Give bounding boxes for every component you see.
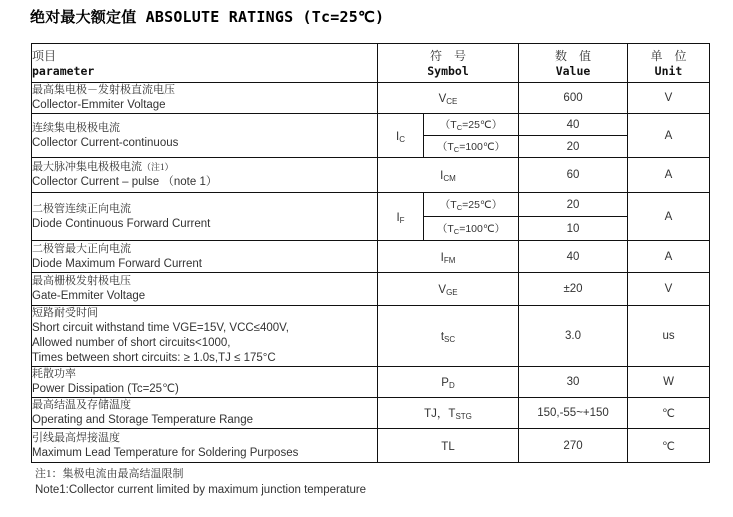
unit-cell: A: [628, 241, 710, 273]
param-cell: [32, 83, 378, 114]
param-zh: 最大脉冲集电极极电流（注1）: [32, 161, 174, 173]
param-en: Operating and Storage Temperature Range: [32, 414, 253, 426]
param-cell: [32, 398, 378, 429]
value-cell: 40: [519, 241, 628, 273]
param-en: Gate-Emmiter Voltage: [32, 290, 146, 302]
param-zh: 二极管最大正向电流: [32, 242, 131, 255]
value-cell: 270: [519, 429, 628, 463]
table-row: [32, 193, 710, 217]
value-cell: 20: [519, 193, 628, 217]
value-cell: 40: [519, 114, 628, 136]
header-value-zh: 数 值: [555, 48, 592, 63]
param-cell: [32, 158, 378, 193]
symbol-cell: TJ，$T_{STG}$: [378, 398, 519, 429]
param-en-line2: Allowed number of short circuits<1000,: [32, 337, 231, 349]
param-zh: 二极管连续正向电流: [32, 202, 131, 215]
header-unit-zh: 单 位: [650, 48, 687, 63]
header-unit-en: Unit: [654, 63, 683, 78]
table-header-row: [32, 44, 710, 83]
unit-cell: ℃: [628, 398, 710, 429]
param-en: Power Dissipation (Tc=25℃): [32, 383, 179, 395]
value-cell: 10: [519, 217, 628, 241]
param-en: Maximum Lead Temperature for Soldering Purposes: [32, 446, 299, 459]
symbol-cell: $I_C$: [378, 114, 424, 158]
header-value-en: Value: [555, 63, 591, 78]
value-cell: 60: [519, 158, 628, 193]
param-zh: 最高集电极－发射极直流电压: [32, 84, 175, 96]
table-row: [32, 83, 710, 114]
param-cell: [32, 429, 378, 463]
param-en-line3: Times between short circuits: ≥ 1.0s,TJ ≤ 175°C: [32, 352, 276, 364]
footnotes: [35, 466, 366, 498]
unit-cell: A: [628, 193, 710, 241]
unit-cell: V: [628, 83, 710, 114]
header-parameter-zh: 项目: [32, 48, 57, 63]
header-parameter-en: parameter: [32, 63, 95, 78]
table-row: [32, 114, 710, 136]
symbol-cell: $I_F$: [378, 193, 424, 241]
absolute-ratings-table: [31, 43, 710, 463]
header-parameter: [32, 44, 378, 83]
param-zh: 短路耐受时间: [32, 307, 98, 319]
param-zh: 最高结温及存储温度: [32, 399, 131, 411]
value-cell: 3.0: [519, 306, 628, 367]
symbol-cell: $t_{SC}$: [378, 306, 519, 367]
symbol-cell: $V_{GE}$: [378, 273, 519, 306]
table-row: [32, 273, 710, 306]
unit-cell: A: [628, 158, 710, 193]
param-en: Collector Current – pulse （note 1）: [32, 176, 218, 188]
unit-cell: W: [628, 367, 710, 398]
condition-cell: $(T_C=100℃)$: [424, 136, 519, 158]
symbol-cell: $V_{CE}$: [378, 83, 519, 114]
condition-cell: $(T_C=25℃)$: [424, 114, 519, 136]
value-cell: 20: [519, 136, 628, 158]
symbol-cell: $P_D$: [378, 367, 519, 398]
unit-cell: us: [628, 306, 710, 367]
param-cell: [32, 273, 378, 306]
param-zh: 引线最高焊接温度: [32, 431, 120, 444]
value-cell: 30: [519, 367, 628, 398]
header-unit: [628, 44, 710, 83]
unit-cell: A: [628, 114, 710, 158]
table-row: [32, 398, 710, 429]
symbol-cell: TL: [378, 429, 519, 463]
value-cell: 150,-55~+150: [519, 398, 628, 429]
param-zh: 最高栅极发射极电压: [32, 275, 131, 287]
header-value: [519, 44, 628, 83]
table-row: [32, 241, 710, 273]
unit-cell: ℃: [628, 429, 710, 463]
table-row: [32, 158, 710, 193]
param-zh: 耗散功率: [32, 368, 76, 380]
header-symbol-en: Symbol: [427, 63, 469, 78]
param-en-line1: Short circuit withstand time VGE=15V, VCC≤400V,: [32, 322, 289, 334]
unit-cell: V: [628, 273, 710, 306]
param-zh: 连续集电极极电流: [32, 121, 120, 134]
section-title: 绝对最大额定值 ABSOLUTE RATINGS (Tc=25℃): [30, 8, 385, 26]
param-cell: [32, 367, 378, 398]
table-row: [32, 367, 710, 398]
value-cell: 600: [519, 83, 628, 114]
table-row: [32, 429, 710, 463]
footnote-en: Note1:Collector current limited by maximum junction temperature: [35, 484, 367, 496]
header-symbol-zh: 符 号: [430, 48, 467, 63]
footnote-zh: 注1：集极电流由最高结温限制: [35, 468, 184, 480]
condition-cell: $(T_C=100℃)$: [424, 217, 519, 241]
param-cell: [32, 241, 378, 273]
param-en: Collector-Emmiter Voltage: [32, 99, 166, 111]
header-symbol: [378, 44, 519, 83]
param-en: Diode Continuous Forward Current: [32, 217, 211, 230]
param-cell: [32, 193, 378, 241]
table-row: [32, 306, 710, 367]
symbol-cell: $I_{FM}$: [378, 241, 519, 273]
param-cell: [32, 306, 378, 367]
symbol-cell: $I_{CM}$: [378, 158, 519, 193]
param-en: Diode Maximum Forward Current: [32, 257, 202, 270]
condition-cell: $(T_C=25℃)$: [424, 193, 519, 217]
note-ref: （注1）: [142, 162, 174, 172]
param-en: Collector Current-continuous: [32, 136, 179, 149]
param-cell: [32, 114, 378, 158]
value-cell: ±20: [519, 273, 628, 306]
